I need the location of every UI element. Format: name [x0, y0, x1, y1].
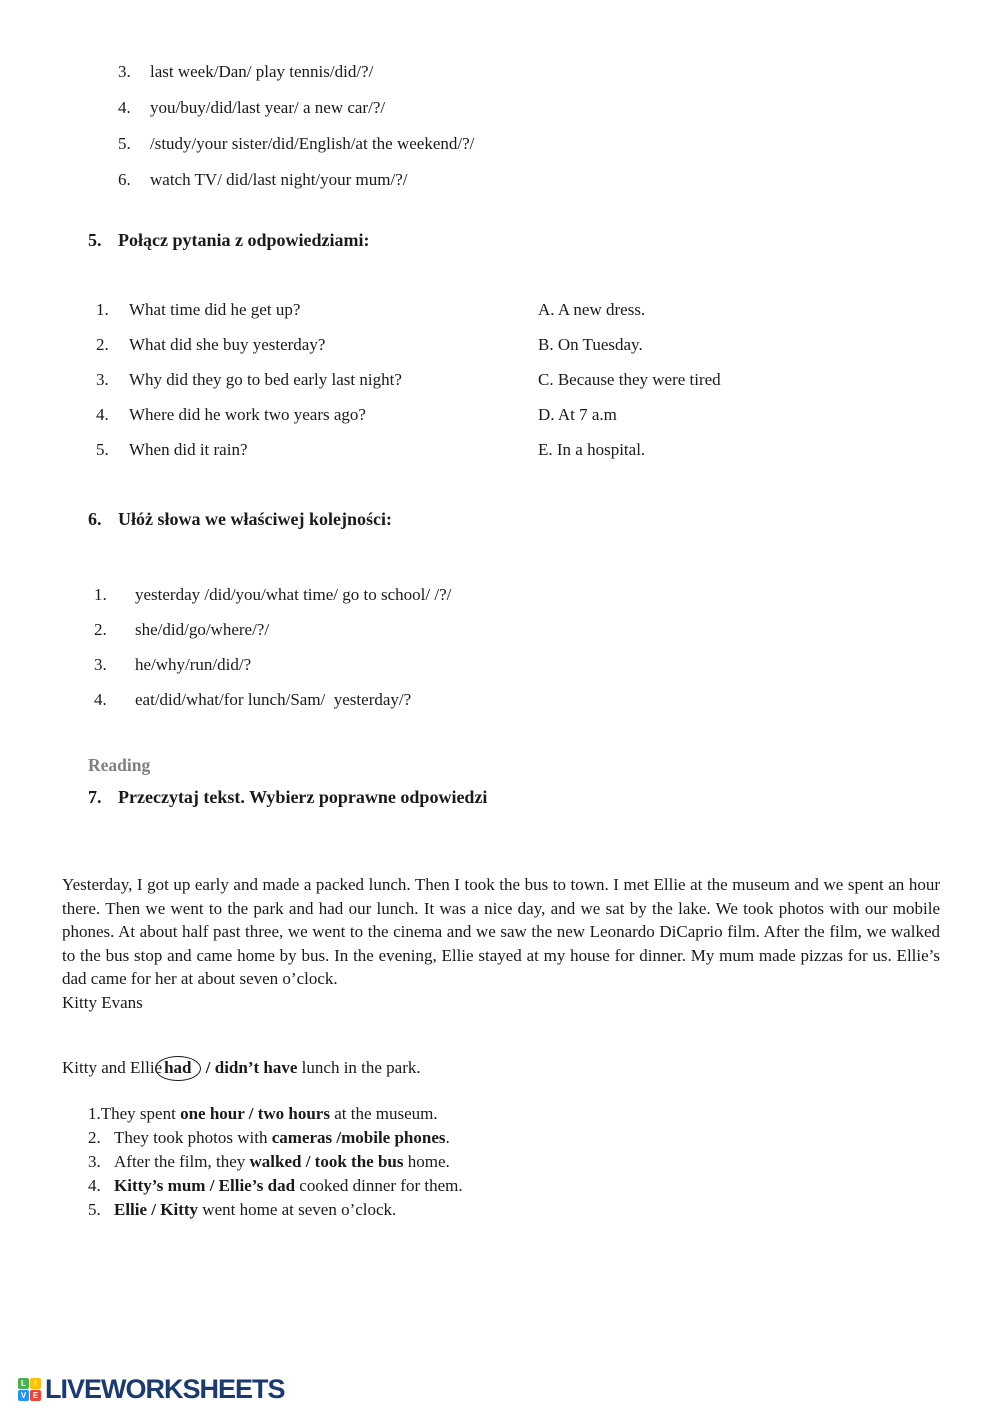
matching-question[interactable]: [96, 335, 538, 355]
question-item: [88, 1102, 463, 1126]
list-item: [94, 612, 451, 647]
question-item: [88, 1126, 463, 1150]
reading-section-label: Reading: [88, 755, 151, 775]
exercise-number: 7.: [88, 787, 102, 807]
matching-row: [96, 440, 721, 475]
exercise5-heading: [88, 230, 369, 251]
item-text: he/why/run/did/?: [135, 655, 252, 674]
logo-tile-e: E: [30, 1390, 41, 1401]
matching-row: [96, 300, 721, 335]
question-text: [114, 1126, 450, 1150]
item-number: 1.: [94, 585, 107, 604]
matching-row: [96, 405, 721, 440]
exercise6-heading: [88, 509, 392, 530]
question-post: cooked dinner for them.: [295, 1176, 463, 1195]
question-pre: After the film, they: [114, 1152, 250, 1171]
question-text: When did it rain?: [129, 440, 248, 459]
matching-question[interactable]: [96, 370, 538, 390]
liveworksheets-logo[interactable]: [18, 1374, 285, 1405]
question-post: at the museum.: [329, 1104, 438, 1123]
list-item: [118, 54, 474, 90]
question-text: What did she buy yesterday?: [129, 335, 326, 354]
list-item: [118, 126, 474, 162]
item-number: 5.: [118, 134, 131, 153]
question-number: 4.: [96, 405, 109, 424]
question-choices[interactable]: walked / took the bus: [249, 1152, 404, 1171]
question-choices[interactable]: one hour / two hours: [180, 1104, 330, 1123]
question-item: [88, 1174, 463, 1198]
list-item: [94, 647, 451, 682]
exercise-number: 6.: [88, 509, 102, 529]
item-text: eat/did/what/for lunch/Sam/ yesterday/?: [135, 690, 412, 709]
matching-answer[interactable]: E. In a hospital.: [538, 440, 646, 459]
alt-choice[interactable]: didn’t have: [214, 1058, 298, 1077]
question-text: [114, 1198, 396, 1222]
matching-answer[interactable]: D. At 7 a.m: [538, 405, 617, 424]
matching-answer[interactable]: A. A new dress.: [538, 300, 646, 319]
question-post: .: [445, 1128, 450, 1147]
exercise-title: Ułóż słowa we właściwej kolejności:: [118, 509, 392, 529]
question-number: 2.: [88, 1128, 101, 1147]
matching-exercise: [96, 300, 721, 475]
question-post: home.: [403, 1152, 450, 1171]
matching-question[interactable]: [96, 440, 538, 460]
list-item: [118, 90, 474, 126]
question-text: Why did they go to bed early last night?: [129, 370, 402, 389]
question-text: [114, 1150, 450, 1174]
item-text: she/did/go/where/?/: [135, 620, 270, 639]
choice-separator: /: [201, 1058, 215, 1077]
exercise-title: Przeczytaj tekst. Wybierz poprawne odpowiedzi: [118, 787, 488, 807]
question-number: 5.: [96, 440, 109, 459]
question-choices[interactable]: cameras /mobile phones: [271, 1128, 446, 1147]
item-number: 3.: [94, 655, 107, 674]
exercise-number: 5.: [88, 230, 102, 250]
matching-row: [96, 335, 721, 370]
item-text: last week/Dan/ play tennis/did/?/: [150, 62, 374, 81]
question-number: 2.: [96, 335, 109, 354]
logo-wordmark: LIVEWORKSHEETS: [45, 1374, 285, 1404]
matching-row: [96, 370, 721, 405]
example-prefix: Kitty and Ellie: [62, 1058, 163, 1077]
list-item: [118, 162, 474, 198]
reading-questions: [88, 1102, 463, 1222]
question-pre: They took photos with: [114, 1128, 272, 1147]
question-number: 3.: [96, 370, 109, 389]
logo-tile-l: L: [18, 1378, 29, 1389]
circled-answer[interactable]: had: [155, 1056, 200, 1081]
logo-tile-v: V: [18, 1390, 29, 1401]
passage-author: Kitty Evans: [62, 992, 143, 1012]
question-number: 1.: [88, 1104, 101, 1123]
question-number: 1.: [96, 300, 109, 319]
question-text: Where did he work two years ago?: [129, 405, 366, 424]
liveworksheets-icon: [18, 1378, 41, 1401]
example-suffix: lunch in the park.: [297, 1058, 421, 1077]
item-number: 2.: [94, 620, 107, 639]
reading-passage: [62, 873, 940, 1014]
question-item: [88, 1198, 463, 1222]
item-number: 4.: [118, 98, 131, 117]
question-choices[interactable]: Kitty’s mum / Ellie’s dad: [114, 1176, 296, 1195]
question-text: [114, 1174, 463, 1198]
matching-question[interactable]: [96, 405, 538, 425]
question-pre: They spent: [100, 1104, 181, 1123]
item-text: you/buy/did/last year/ a new car/?/: [150, 98, 386, 117]
item-text: /study/your sister/did/English/at the weekend/?/: [150, 134, 475, 153]
question-text: [101, 1102, 438, 1126]
question-number: 3.: [88, 1152, 101, 1171]
item-number: 3.: [118, 62, 131, 81]
question-text: What time did he get up?: [129, 300, 301, 319]
item-number: 6.: [118, 170, 131, 189]
item-text: watch TV/ did/last night/your mum/?/: [150, 170, 408, 189]
word-order-exercise: [94, 577, 451, 717]
question-number: 5.: [88, 1200, 101, 1219]
exercise7-heading: [88, 787, 487, 808]
item-number: 4.: [94, 690, 107, 709]
matching-answer[interactable]: C. Because they were tired: [538, 370, 721, 389]
logo-tile-i: I: [30, 1378, 41, 1389]
item-text: yesterday /did/you/what time/ go to school/ /?/: [135, 585, 452, 604]
matching-question[interactable]: [96, 300, 538, 320]
example-sentence: [62, 1058, 421, 1079]
question-item: [88, 1150, 463, 1174]
question-choices[interactable]: Ellie / Kitty: [114, 1200, 199, 1219]
list-item: [94, 682, 451, 717]
exercise-title: Połącz pytania z odpowiedziami:: [118, 230, 370, 250]
question-number: 4.: [88, 1176, 101, 1195]
word-order-items-top: [118, 54, 474, 198]
matching-answer[interactable]: B. On Tuesday.: [538, 335, 643, 354]
list-item: [94, 577, 451, 612]
question-post: went home at seven o’clock.: [198, 1200, 397, 1219]
passage-text: Yesterday, I got up early and made a packed lunch. Then I took the bus to town. I met Ellie at the museum and we spent an hour there. Then we went to the park and had our lunch. It was a nice day, and we sat by the lake. We took photos with our mobile phones. At about half past three, we went to the cinema and we saw the new Leonardo DiCaprio film. After the film, we walked to the bus stop and came home by bus. In the evening, Ellie stayed at my house for dinner. My mum made pizzas for us. Ellie’s dad came for her at about seven o’clock.: [62, 875, 940, 988]
